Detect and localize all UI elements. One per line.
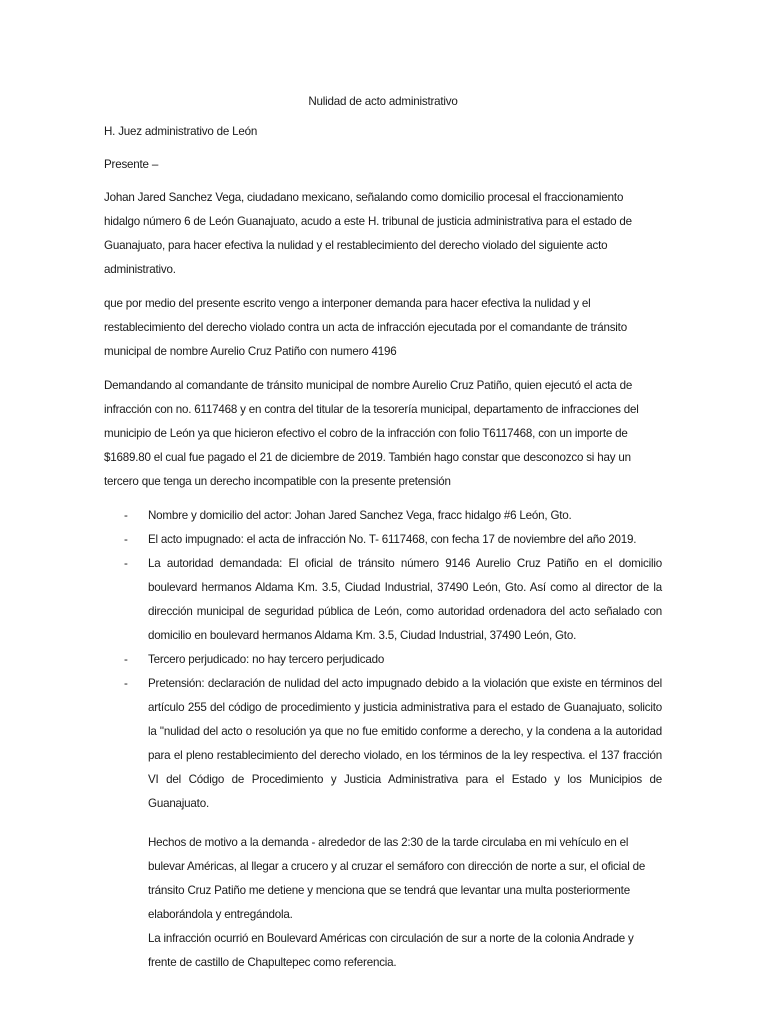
list-item-text: Tercero perjudicado: no hay tercero perjudicado (148, 653, 385, 666)
list-item (104, 672, 662, 816)
list-item-text: Pretensión: declaración de nulidad del acto impugnado debido a la violación que existe en términos del artículo 255 del código de procedimiento y justicia administrativa para el estado de Guanajuato, solicito la "nulidad del acto o resolución ya que no fue emitido conforme a derecho, y la condena a la autoridad para el pleno restablecimiento del derecho violado, en los términos de la ley respectiva. el 137 fracción VI del Código de Procedimiento y Justicia Administrativa para el Estado y los Municipios de Guanajuato. (148, 677, 662, 810)
list-dash: - (124, 677, 128, 690)
list-item-text: El acto impugnado: el acta de infracción No. T- 6117468, con fecha 17 de noviembre del año 2019. (148, 533, 637, 546)
list-item (104, 504, 662, 528)
paragraph-defendants: Demandando al comandante de tránsito municipal de nombre Aurelio Cruz Patiño, quien ejecutó el acta de infracción con no. 6117468 y en contra del titular de la tesorería municipal, departamento de infracciones del municipio de León ya que hicieron efectivo el cobro de la infracción con folio T6117468, con un importe de $1689.80 el cual fue pagado el 21 de diciembre de 2019. También hago constar que desconozco si hay un tercero que tenga un derecho incompatible con la presente pretensión (104, 379, 639, 488)
list-item-text: Nombre y domicilio del actor: Johan Jared Sanchez Vega, fracc hidalgo #6 León, Gto. (148, 509, 572, 522)
facts-location-paragraph: La infracción ocurrió en Boulevard Américas con circulación de sur a norte de la colonia Andrade y frente de castillo de Chapultepec como referencia. (148, 932, 634, 969)
list-dash: - (124, 653, 128, 666)
addressee: H. Juez administrativo de León (104, 125, 258, 138)
paragraph-demand: que por medio del presente escrito vengo a interponer demanda para hacer efectiva la nulidad y el restablecimiento del derecho violado contra un acta de infracción ejecutada por el comandante de tránsito municipal de nombre Aurelio Cruz Patiño con numero 4196 (104, 297, 627, 358)
list-dash: - (124, 533, 128, 546)
list-dash: - (124, 557, 128, 570)
list-dash: - (124, 509, 128, 522)
list-item (104, 552, 662, 648)
claims-list (104, 504, 662, 816)
paragraph-plaintiff: Johan Jared Sanchez Vega, ciudadano mexicano, señalando como domicilio procesal el fraccionamiento hidalgo número 6 de León Guanajuato, acudo a este H. tribunal de justicia administrativa para el estado de Guanajuato, para hacer efectiva la nulidad y el restablecimiento del derecho violado del siguiente acto administrativo. (104, 191, 632, 276)
document-body (104, 90, 662, 975)
list-item (104, 528, 662, 552)
list-item-text: La autoridad demandada: El oficial de tránsito número 9146 Aurelio Cruz Patiño en el domicilio boulevard hermanos Aldama Km. 3.5, Ciudad Industrial, 37490 León, Gto. Así como al director de la dirección municipal de seguridad pública de León, como autoridad ordenadora del acto señalado con domicilio en boulevard hermanos Aldama Km. 3.5, Ciudad Industrial, 37490 León, Gto. (148, 557, 662, 642)
list-item (104, 648, 662, 672)
greeting: Presente – (104, 158, 159, 171)
facts-paragraph: Hechos de motivo a la demanda - alrededor de las 2:30 de la tarde circulaba en mi vehículo en el bulevar Américas, al llegar a crucero y al cruzar el semáforo con dirección de norte a sur, el oficial de tránsito Cruz Patiño me detiene y menciona que se tendrá que levantar una multa posteriormente elaborándola y entregándola. (148, 836, 646, 921)
document-title: Nulidad de acto administrativo (308, 95, 458, 108)
facts-section (104, 831, 662, 975)
